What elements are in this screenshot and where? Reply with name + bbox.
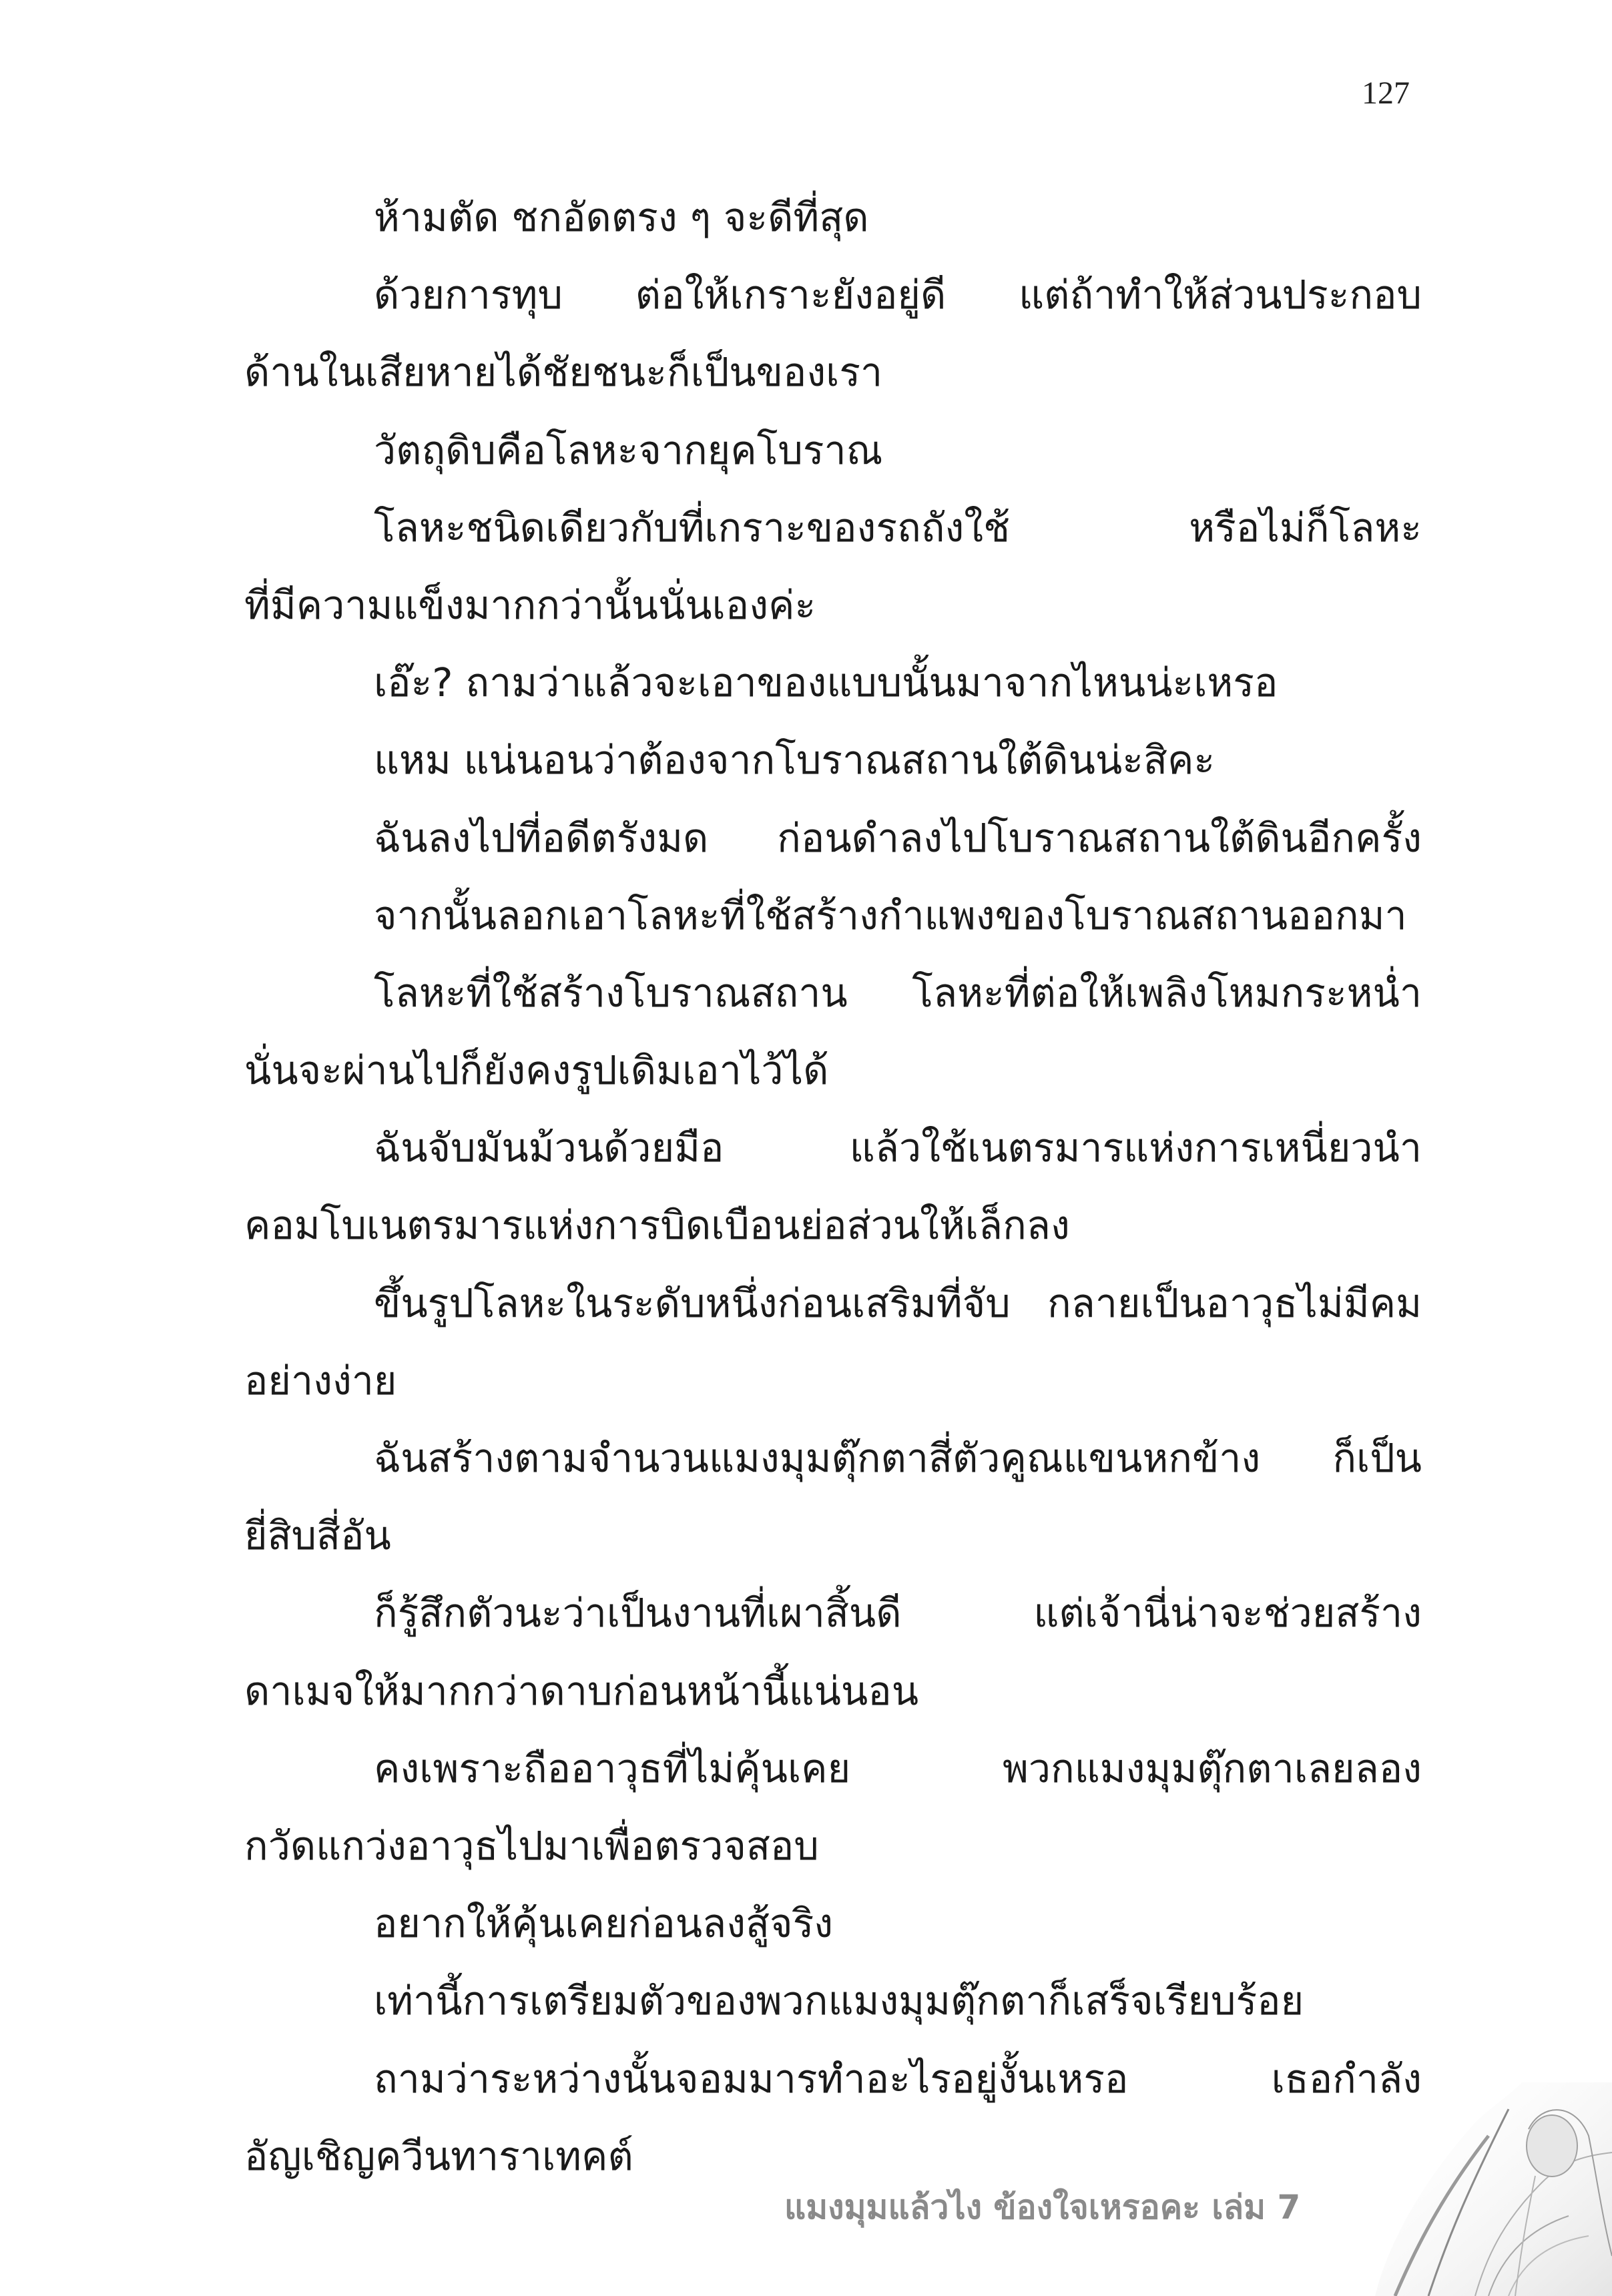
text-line: ดาเมจให้มากกว่าดาบก่อนหน้านี้แน่นอน bbox=[244, 1667, 919, 1714]
text-line: วัตถุดิบคือโลหะจากยุคโบราณ bbox=[374, 426, 883, 473]
text-line: อยากให้คุ้นเคยก่อนลงสู้จริง bbox=[374, 1900, 834, 1947]
text-line: จากนั้นลอกเอาโลหะที่ใช้สร้างกำแพงของโบราณสถานออกมา bbox=[374, 892, 1407, 938]
text-line: ขึ้นรูปโลหะในระดับหนึ่งก่อนเสริมที่จับ กลายเป็นอาวุธไม่มีคม bbox=[374, 1279, 1422, 1326]
text-line: โลหะที่ใช้สร้างโบราณสถาน โลหะที่ต่อให้เพลิงโหมกระหน่ำ bbox=[374, 969, 1422, 1016]
text-line: ที่มีความแข็งมากกว่านั้นนั่นเองค่ะ bbox=[244, 581, 816, 628]
text-line: คงเพราะถืออาวุธที่ไม่คุ้นเคย พวกแมงมุมตุ๊กตาเลยลอง bbox=[374, 1745, 1422, 1791]
text-line: อัญเชิญควีนทาราเทคต์ bbox=[244, 2132, 633, 2179]
text-line: กวัดแกว่งอาวุธไปมาเพื่อตรวจสอบ bbox=[244, 1822, 819, 1869]
text-line: ห้ามตัด ชกอัดตรง ๆ จะดีที่สุด bbox=[374, 194, 869, 240]
text-line: คอมโบเนตรมารแห่งการบิดเบือนย่อส่วนให้เล็กลง bbox=[244, 1202, 1070, 1249]
text-line: โลหะชนิดเดียวกับที่เกราะของรถถังใช้ หรือไม่ก็โลหะ bbox=[374, 504, 1422, 551]
text-line: ฉันสร้างตามจำนวนแมงมุมตุ๊กตาสี่ตัวคูณแขนหกข้าง ก็เป็น bbox=[374, 1435, 1422, 1481]
text-line: ยี่สิบสี่อัน bbox=[244, 1512, 391, 1559]
text-line: ก็รู้สึกตัวนะว่าเป็นงานที่เผาสิ้นดี แต่เจ้านี่น่าจะช่วยสร้าง bbox=[374, 1590, 1422, 1637]
text-line: ถามว่าระหว่างนั้นจอมมารทำอะไรอยู่งั้นเหรอ เธอกำลัง bbox=[374, 2055, 1422, 2102]
text-line: อย่างง่าย bbox=[244, 1357, 397, 1404]
text-line: เอ๊ะ? ถามว่าแล้วจะเอาของแบบนั้นมาจากไหนน่ะเหรอ bbox=[374, 659, 1278, 706]
text-line: ด้วยการทุบ ต่อให้เกราะยังอยู่ดี แต่ถ้าทำให้ส่วนประกอบ bbox=[374, 272, 1422, 318]
body-text bbox=[244, 179, 1422, 2195]
character-illustration bbox=[1288, 2082, 1612, 2296]
text-line: นั่นจะผ่านไปก็ยังคงรูปเดิมเอาไว้ได้ bbox=[244, 1047, 829, 1094]
text-line: ฉันลงไปที่อดีตรังมด ก่อนดำลงไปโบราณสถานใต้ดินอีกครั้ง bbox=[374, 814, 1422, 861]
text-line: เท่านี้การเตรียมตัวของพวกแมงมุมตุ๊กตาก็เสร็จเรียบร้อย bbox=[374, 1978, 1304, 2024]
book-title-footer: แมงมุมแล้วไง ข้องใจเหรอคะ เล่ม 7 bbox=[784, 2188, 1301, 2227]
text-line: ฉันจับมันม้วนด้วยมือ แล้วใช้เนตรมารแห่งการเหนี่ยวนำ bbox=[374, 1125, 1422, 1171]
text-line: แหม แน่นอนว่าต้องจากโบราณสถานใต้ดินน่ะสิคะ bbox=[374, 737, 1216, 784]
text-line: ด้านในเสียหายได้ชัยชนะก็เป็นของเรา bbox=[244, 349, 883, 396]
page-number: 127 bbox=[1362, 75, 1410, 111]
